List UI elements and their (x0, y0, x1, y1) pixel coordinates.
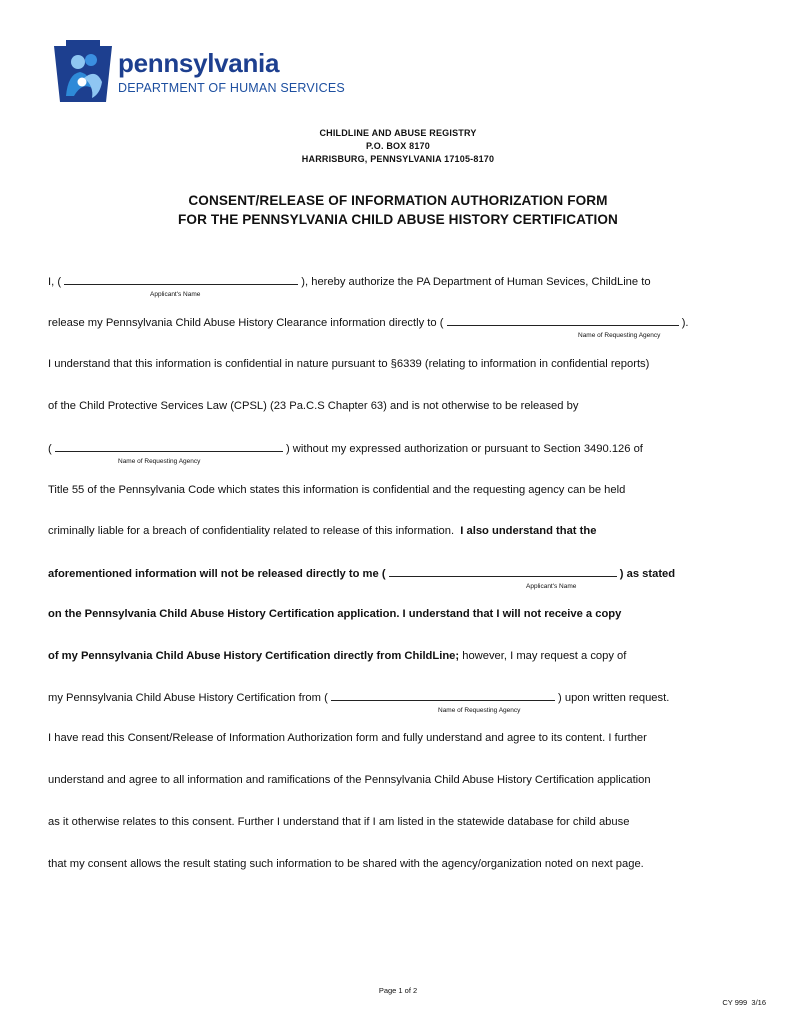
requesting-agency-caption-1: Name of Requesting Agency (578, 332, 661, 339)
applicant-name-field-2[interactable] (389, 566, 617, 577)
applicant-name-caption-2: Applicant's Name (526, 583, 577, 590)
text-bold: I also understand that the (460, 525, 597, 537)
text: ). (681, 317, 689, 329)
text: release my Pennsylvania Child Abuse History Clearance information directly to ( (48, 317, 444, 329)
consent-line-15: that my consent allows the result stating such information to be shared with the agency/organization noted on next page. (48, 858, 644, 870)
text: I, ( (48, 276, 62, 288)
consent-line-11 (48, 690, 669, 705)
page-number: Page 1 of 2 (378, 986, 418, 995)
keystone-logo-icon (52, 38, 114, 104)
text-bold: ) as stated (619, 568, 676, 580)
consent-line-7 (48, 524, 596, 538)
text: ) without my expressed authorization or pursuant to Section 3490.126 of (285, 443, 643, 455)
applicant-name-field[interactable] (64, 274, 298, 285)
requesting-agency-caption-2: Name of Requesting Agency (118, 458, 201, 465)
dhs-logo (52, 38, 352, 108)
consent-line-8 (48, 566, 675, 581)
consent-line-9: on the Pennsylvania Child Abuse History Certification application. I understand that I will not receive a copy (48, 608, 622, 620)
requesting-agency-caption-3: Name of Requesting Agency (438, 707, 521, 714)
consent-line-10 (48, 649, 626, 663)
address-line-2: P.O. BOX 8170 (366, 141, 430, 151)
requesting-agency-field-1[interactable] (447, 315, 679, 326)
logo-department: DEPARTMENT OF HUMAN SERVICES (118, 81, 345, 95)
text: ) upon written request. (558, 692, 670, 704)
requesting-agency-field-3[interactable] (331, 690, 555, 701)
text: ( (48, 443, 52, 455)
form-identifier: CY 999 3/16 (722, 998, 766, 1007)
consent-line-13: understand and agree to all information and ramifications of the Pennsylvania Child Abuse History Certification application (48, 774, 651, 786)
form-title-line-1: CONSENT/RELEASE OF INFORMATION AUTHORIZATION FORM (188, 193, 608, 208)
consent-line-12: I have read this Consent/Release of Information Authorization form and fully understand and agree to its content. I further (48, 732, 647, 744)
logo-wordmark: pennsylvania (118, 48, 280, 78)
consent-line-4: of the Child Protective Services Law (CPSL) (23 Pa.C.S Chapter 63) and is not otherwise to be released by (48, 400, 579, 412)
text: my Pennsylvania Child Abuse History Certification from ( (48, 692, 328, 704)
text-bold: of my Pennsylvania Child Abuse History Certification directly from ChildLine; (48, 650, 460, 662)
address-line-3: HARRISBURG, PENNSYLVANIA 17105-8170 (301, 154, 495, 164)
address-line-1: CHILDLINE AND ABUSE REGISTRY (319, 128, 477, 138)
consent-line-6: Title 55 of the Pennsylvania Code which states this information is confidential and the requesting agency can be held (48, 484, 626, 496)
consent-line-3: I understand that this information is confidential in nature pursuant to §6339 (relating to information in confidential reports) (48, 358, 650, 370)
applicant-name-caption: Applicant's Name (150, 291, 201, 298)
consent-line-14: as it otherwise relates to this consent. Further I understand that if I am listed in the statewide database for child abuse (48, 816, 630, 828)
consent-line-2 (48, 315, 689, 330)
text: ), hereby authorize the PA Department of Human Sevices, ChildLine to (301, 276, 651, 288)
form-title-line-2: FOR THE PENNSYLVANIA CHILD ABUSE HISTORY CERTIFICATION (178, 212, 618, 227)
text-bold: aforementioned information will not be released directly to me ( (48, 568, 386, 580)
text: however, I may request a copy of (459, 650, 627, 662)
requesting-agency-field-2[interactable] (55, 441, 283, 452)
text: criminally liable for a breach of confidentiality related to release of this information. (48, 525, 461, 537)
consent-line-1 (48, 274, 651, 289)
consent-line-5 (48, 441, 643, 456)
